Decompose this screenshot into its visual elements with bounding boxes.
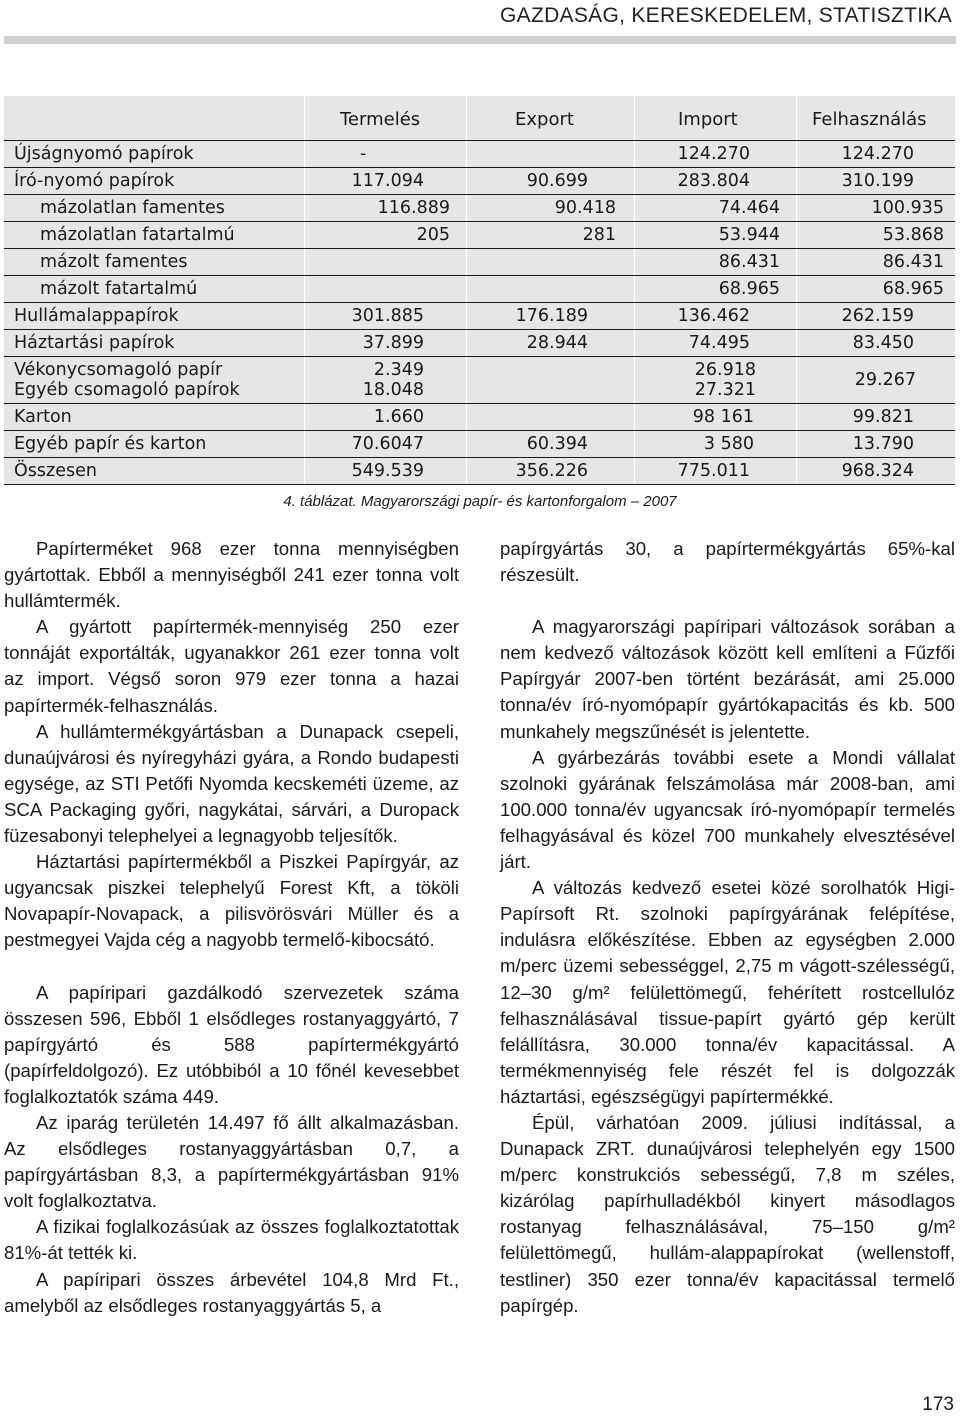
cell-import: 68.965 [718,279,780,299]
cell-import: 74.464 [718,198,780,218]
cell-export: 90.699 [526,171,588,191]
cell-felhasznalas: 124.270 [841,144,914,164]
column-header: Export [515,109,574,130]
row-label: Író-nyomó papírok [14,171,175,191]
row-label: Egyéb csomagoló papírok [14,380,240,400]
cell-import: 26.918 [694,360,756,380]
table-row [4,430,955,457]
cell-felhasznalas: 86.431 [882,252,944,272]
page-number: 173 [922,1394,954,1415]
header-rule [4,36,956,44]
paragraph: A változás kedvező esetei közé sorolhatók Higi-Papírsoft Rt. szolnoki papírgyárának felépítése, indulásra előkészítése. Ebben az egységben 2.000 m/perc üzemi sebességgel, 2,75 m vágott-szélességű, 12–30 g/m² felülettömegű, fehérített rostcellulóz felhasználásával tissue-papírt gyártó gép került felállításra, 30.000 tonna/év kapacitással. A termékmennyiség fele részét fel is dolgozzák háztartási, egészségügyi papírtermékké. [500,877,955,1107]
cell-import: 27.321 [694,380,756,400]
left-text-column [4,536,459,1319]
cell-export: 90.418 [554,198,616,218]
cell-felhasznalas: 83.450 [852,333,914,353]
column-header: Felhasználás [812,109,927,130]
paragraph: A magyarországi papíripari változások sorában a nem kedvező változások között kell említeni a Fűzfői Papírgyár 2007-ben történt bezárását, ami 25.000 tonna/év író-nyomópapír gyártókapacitás és kb. 500 munkahely megszűnését is jelentette. [500,616,955,742]
table-row [4,248,955,275]
cell-felhasznalas: 53.868 [882,225,944,245]
row-label: mázolatlan fatartalmú [40,225,235,245]
cell-termeles: 70.6047 [351,434,424,454]
row-label: Vékonycsomagoló papír [14,360,223,380]
column-header: Termelés [340,109,421,130]
cell-felhasznalas: 968.324 [841,461,914,481]
cell-import: 74.495 [688,333,750,353]
cell-import: 53.944 [718,225,780,245]
table-header-row [4,96,955,140]
cell-termeles: 1.660 [373,407,424,427]
table-row [4,140,955,167]
cell-import: 136.462 [677,306,750,326]
table-row [4,329,955,356]
cell-felhasznalas: 13.790 [852,434,914,454]
paragraph: A papíripari összes árbevétel 104,8 Mrd Ft., amelyből az elsődleges rostanyaggyártás 5, a [4,1268,459,1316]
table-row [4,356,955,403]
cell-import: 124.270 [677,144,750,164]
row-label: Karton [14,407,72,427]
column-header: Import [678,109,738,130]
table-row-total [4,457,955,485]
cell-export: 356.226 [515,461,588,481]
running-header: GAZDASÁG, KERESKEDELEM, STATISZTIKA [500,4,952,27]
row-label: Összesen [14,461,97,481]
paragraph: A fizikai foglalkozásúak az összes foglalkoztatottak 81%-át tették ki. [4,1216,459,1264]
table-row [4,302,955,329]
cell-felhasznalas: 310.199 [841,171,914,191]
paragraph: Papírterméket 968 ezer tonna mennyiségben gyártottak. Ebből a mennyiségből 241 ezer tonna volt hullámtermék. [4,538,459,612]
paragraph: A papíripari gazdálkodó szervezetek száma összesen 596, Ebből 1 elsődleges rostanyaggyártó, 7 papírgyártó és 588 papírtermékgyártó (papírfeldolgozó). Ez utóbbiból a 10 főnél kevesebbet foglalkoztatók száma 449. [4,981,459,1107]
table-row [4,167,955,194]
cell-import: 283.804 [677,171,750,191]
cell-export: 28.944 [526,333,588,353]
cell-export: 281 [582,225,616,245]
cell-import: 3 580 [703,434,754,454]
paragraph: papírgyártás 30, a papírtermékgyártás 65%-kal részesült. [500,538,955,586]
row-label: Háztartási papírok [14,333,175,353]
cell-felhasznalas: 100.935 [871,198,944,218]
table-row [4,403,955,430]
table-row [4,194,955,221]
table-caption-text: Magyarországi papír- és kartonforgalom – 2007 [360,493,677,510]
cell-felhasznalas: 262.159 [841,306,914,326]
cell-termeles: 549.539 [351,461,424,481]
cell-felhasznalas: 68.965 [882,279,944,299]
cell-import: 86.431 [718,252,780,272]
row-label: mázolt fatartalmú [40,279,198,299]
paragraph: A hullámtermékgyártásban a Dunapack csepeli, dunaújvárosi és nyíregyházi gyára, a Rondo budapesti egysége, az STI Petőfi Nyomda kecskeméti üzeme, az SCA Packaging győri, nagykátai, sárvári, a Duropack füzesabonyi telephelyei a legnagyobb teljesítők. [4,720,459,847]
row-label: Újságnyomó papírok [14,144,194,164]
cell-termeles: 301.885 [351,306,424,326]
paragraph: A gyárbezárás további esete a Mondi vállalat szolnoki gyárának felszámolása már 2008-ban, ami 100.000 tonna/év ugyancsak író-nyomópapír termelés felhagyásával és közel 700 munkahely elvesztésével járt. [500,746,955,873]
data-table [4,96,955,485]
row-label: mázolatlan famentes [40,198,225,218]
table-row [4,275,955,302]
row-label: Egyéb papír és karton [14,434,207,454]
cell-termeles: 18.048 [362,380,424,400]
paragraph: A gyártott papírtermék-mennyiség 250 ezer tonnáját exportálták, ugyanakkor 261 ezer tonna volt az import. Végső soron 979 ezer tonna a hazai papírtermék-felhasználás. [4,616,459,716]
cell-termeles: 2.349 [373,360,424,380]
paragraph: Épül, várhatóan 2009. júliusi indítással, a Dunapack ZRT. dunaújvárosi telephelyén egy 1500 m/perc konstrukciós sebességű, 7,8 m széles, kizárólag papírhulladékból kinyert másodlagos rostanyag felhasználásával, 75–150 g/m² felülettömegű, hullám-alappapírokat (wellenstoff, testliner) 350 ezer tonna/év kapacitással termelő papírgép. [500,1111,955,1316]
table-caption [0,493,960,510]
cell-export: 60.394 [526,434,588,454]
table-caption-number: 4. táblázat. [283,493,357,510]
cell-termeles: 116.889 [377,198,450,218]
cell-felhasznalas: 99.821 [852,407,914,427]
cell-termeles: 117.094 [351,171,424,191]
paragraph: Az iparág területén 14.497 fő állt alkalmazásban. Az elsődleges rostanyaggyártásban 0,7, a papírgyártásban 8,3, a papírtermékgyártásban 91% volt foglalkoztatva. [4,1111,459,1212]
cell-termeles: - [360,144,367,164]
cell-felhasznalas: 29.267 [854,370,916,390]
right-text-column [500,536,955,1319]
cell-export: 176.189 [515,306,588,326]
table-row [4,221,955,248]
cell-termeles: 37.899 [362,333,424,353]
cell-import: 775.011 [677,461,750,481]
row-label: mázolt famentes [40,252,188,272]
row-label: Hullámalappapírok [14,306,179,326]
cell-termeles: 205 [416,225,450,245]
cell-import: 98 161 [692,407,754,427]
paragraph: Háztartási papírtermékből a Piszkei Papírgyár, az ugyancsak piszkei telephelyű Forest Kft, a tököli Novapapír-Novapack, a pilisvörösvári Müller és a pestmegyei Vajda cég a nagyobb termelő-kibocsátó. [4,851,459,951]
